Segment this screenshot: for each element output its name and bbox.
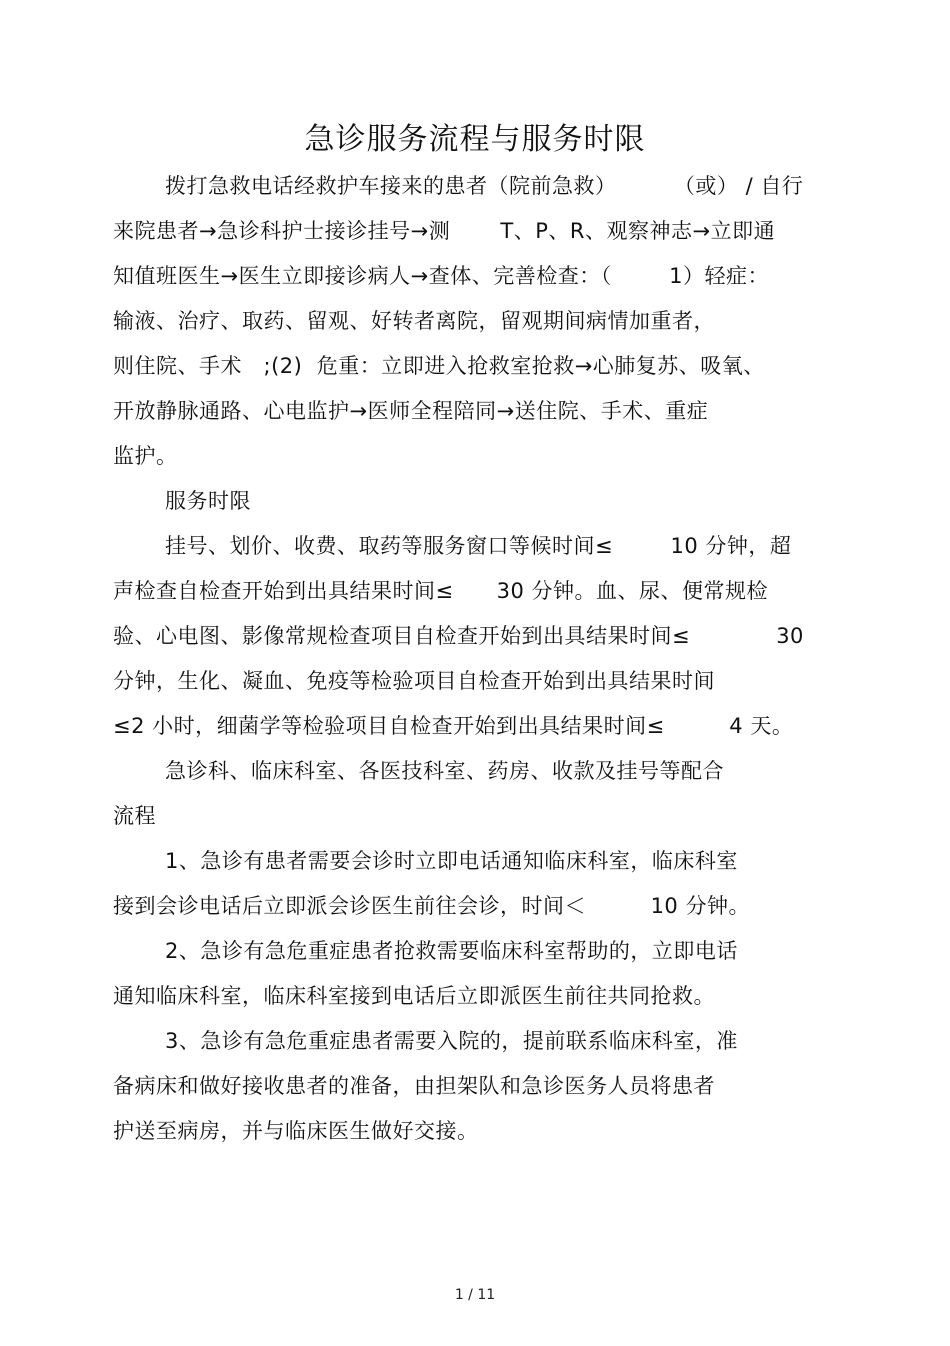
text-line: ≤2 小时，细菌学等检验项目自检查开始到出具结果时间≤ 4 天。 [113, 714, 794, 738]
text-line: 拨打急救电话经救护车接来的患者（院前急救） （或） / 自行 [165, 174, 804, 198]
section-heading: 服务时限 [165, 489, 251, 513]
text-line: 开放静脉通路、心电监护→医师全程陪同→送住院、手术、重症 [113, 399, 709, 423]
text-line: 通知临床科室，临床科室接到电话后立即派医生前往共同抢救。 [113, 984, 715, 1008]
text-line: 验、心电图、影像常规检查项目自检查开始到出具结果时间≤ 30 [113, 624, 804, 648]
text-line: 接到会诊电话后立即派会诊医生前往会诊，时间＜ 10 分钟。 [113, 894, 750, 918]
text-line: 声检查自检查开始到出具结果时间≤ 30 分钟。血、尿、便常规检 [113, 579, 769, 603]
page-number: 1 / 11 [454, 1287, 496, 1303]
text-line: 则住院、手术 ;(2) 危重：立即进入抢救室抢救→心肺复苏、吸氧、 [113, 354, 765, 378]
text-line: 分钟，生化、凝血、免疫等检验项目自检查开始到出具结果时间 [113, 669, 715, 693]
text-line: 知值班医生→医生立即接诊病人→查体、完善检查：（ 1）轻症： [113, 264, 769, 288]
text-line: 输液、治疗、取药、留观、好转者离院，留观期间病情加重者， [113, 309, 715, 333]
section-heading: 急诊科、临床科室、各医技科室、药房、收款及挂号等配合 [165, 759, 724, 783]
text-line: 来院患者→急诊科护士接诊挂号→测 T、P、R、观察神志→立即通 [113, 219, 776, 243]
text-line: 1、急诊有患者需要会诊时立即电话通知临床科室，临床科室 [165, 849, 738, 873]
text-line: 3、急诊有急危重症患者需要入院的，提前联系临床科室，准 [165, 1029, 738, 1053]
section-heading: 流程 [113, 804, 156, 828]
text-line: 2、急诊有急危重症患者抢救需要临床科室帮助的，立即电话 [165, 939, 738, 963]
document-title: 急诊服务流程与服务时限 [304, 122, 646, 157]
text-line: 挂号、划价、收费、取药等服务窗口等候时间≤ 10 分钟，超 [165, 534, 792, 558]
text-line: 护送至病房，并与临床医生做好交接。 [113, 1119, 479, 1143]
text-line: 备病床和做好接收患者的准备，由担架队和急诊医务人员将患者 [113, 1074, 715, 1098]
text-line: 监护。 [113, 444, 178, 468]
